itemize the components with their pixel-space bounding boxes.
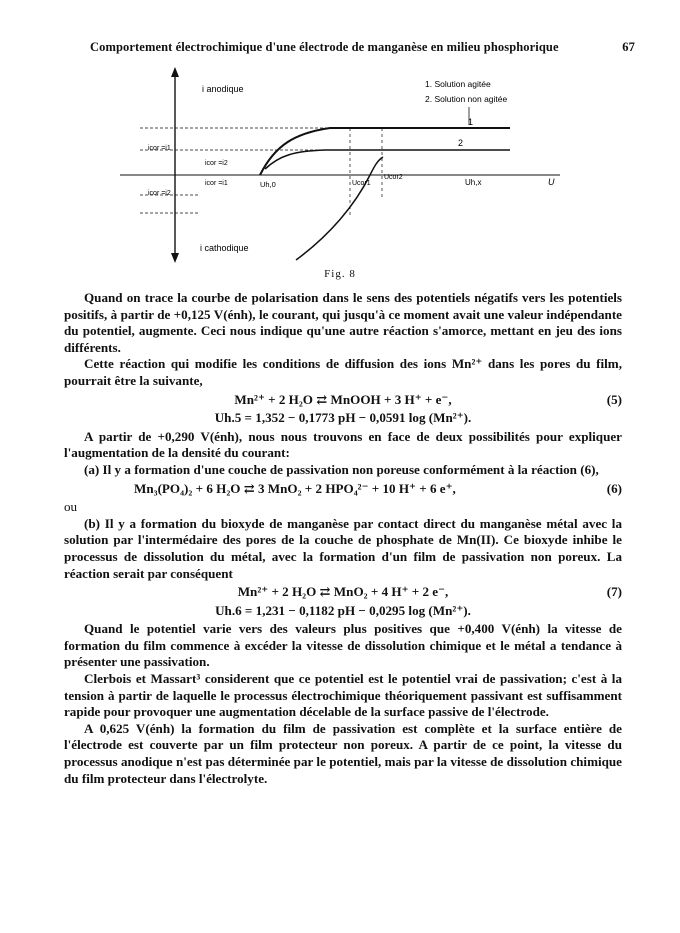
paragraph-3: A partir de +0,290 V(énh), nous nous trouvons en face de deux possibilités pour expliquer l'augmentation de la densité du courant: xyxy=(64,428,622,461)
equation-6 xyxy=(64,481,622,498)
equation-7-text: Mn²⁺ + 2 H₂O ⇄ MnO₂ + 4 H⁺ + 2 e⁻, xyxy=(237,584,449,600)
label-anodic: i anodique xyxy=(202,84,244,94)
axis-arrow-up xyxy=(171,67,179,77)
paragraph-2: Cette réaction qui modifie les conditions de diffusion des ions Mn²⁺ dans les pores du film, pourrait être la suivante, xyxy=(64,356,622,388)
equation-5 xyxy=(64,392,622,409)
equation-5-text: Mn²⁺ + 2 H₂O ⇄ MnOOH + 3 H⁺ + e⁻, xyxy=(234,391,452,407)
uh0-label: Uh,0 xyxy=(260,180,276,189)
label-cathodic: i cathodique xyxy=(200,243,249,253)
paragraph-1: Quand on trace la courbe de polarisation dans le sens des potentiels négatifs vers les potentiels positifs, à partir de +0,125 V(énh), le courant, qui jusqu'à ce moment avait une valeur indépendante du potentiel, augmente. Ceci nous indique qu'une autre réaction s'amorce, mettant en jeu des ions différents. xyxy=(64,290,622,355)
icor-left-bot: icor =i2 xyxy=(148,190,171,197)
paragraph-4: (a) Il y a formation d'une couche de passivation non poreuse conformément à la réaction (6), xyxy=(84,461,599,477)
icor-mid-top: icor =i2 xyxy=(205,160,228,167)
page-number: 67 xyxy=(622,40,635,54)
curve-2-label: 2 xyxy=(458,138,464,148)
equation-7b xyxy=(64,603,622,620)
equation-7b-text: Uh.6 = 1,231 − 0,1182 pH − 0,0295 log (Mn²⁺). xyxy=(215,602,471,618)
cathodic-curve xyxy=(296,157,383,260)
figure-8 xyxy=(120,65,580,270)
ou-text: ou xyxy=(64,499,78,515)
figure-caption: Fig. 8 xyxy=(324,268,356,280)
curve-not-agitated xyxy=(265,150,510,169)
equation-6-text: Mn₃(PO₄)₂ + 6 H₂O ⇄ 3 MnO₂ + 2 HPO₄²⁻ + 10 H⁺ + 6 e⁺, xyxy=(134,480,456,496)
equation-7-number: (7) xyxy=(606,584,622,600)
equation-5-number: (5) xyxy=(606,391,622,407)
curve-1-label: 1 xyxy=(468,117,474,127)
ucor1-label: Ucor1 xyxy=(352,180,371,187)
header-title: Comportement électrochimique d'une électrode de manganèse en milieu phosphorique xyxy=(90,40,559,54)
ucor2-label: Ucor2 xyxy=(384,174,403,181)
legend-2: 2. Solution non agitée xyxy=(425,94,508,104)
running-header xyxy=(90,40,635,55)
paragraph-5: (b) Il y a formation du bioxyde de manganèse par contact direct du manganèse métal avec la solution par l'intermédaire des pores de la couche de phosphate de Mn(II). Ce bioxyde inhibe le processus de dissolution du métal, avec la formation d'un film de passivation non poreux. La réaction serait par conséquent xyxy=(64,515,622,581)
paragraph-7: Clerbois et Massart³ considerent que ce potentiel est le potentiel vrai de passivation; c'est à la tension à partir de laquelle le processus électrochimique théoriquement passivant est suffisamment rapide pour provoquer une augmentation décelable de la surface passive de l'électrode. xyxy=(64,671,622,720)
polarization-diagram xyxy=(120,65,580,270)
body-text xyxy=(64,290,622,787)
equation-5b xyxy=(64,410,622,427)
uh-label: Uh,x xyxy=(465,178,482,187)
equation-5b-text: Uh.5 = 1,352 − 0,1773 pH − 0,0591 log (Mn²⁺). xyxy=(214,410,472,426)
icor-mid-bot: icor =i1 xyxy=(205,180,228,187)
curve-agitated xyxy=(260,128,510,175)
equation-7 xyxy=(64,584,622,601)
paragraph-6: Quand le potentiel varie vers des valeurs plus positives que +0,400 V(énh) la vitesse de formation du film commence à excéder la vitesse de dissolution chimique et le métal a tendance à présenter une passivation. xyxy=(64,621,622,670)
axis-arrow-down xyxy=(171,253,179,263)
paragraph-8: A 0,625 V(énh) la formation du film de passivation est complète et la surface entière de l'électrode est couverte par un film protecteur non poreux. A partir de ce point, la vitesse du processus anodique n'est pas déterminée par le potentiel, mais par la vitesse de dissolution chimique du film protecteur dans l'électrolyte. xyxy=(64,720,622,786)
u-label: U xyxy=(548,177,555,187)
icor-left-top: icor =i1 xyxy=(148,145,171,152)
equation-6-number: (6) xyxy=(606,480,622,496)
legend-1: 1. Solution agitée xyxy=(425,79,491,89)
